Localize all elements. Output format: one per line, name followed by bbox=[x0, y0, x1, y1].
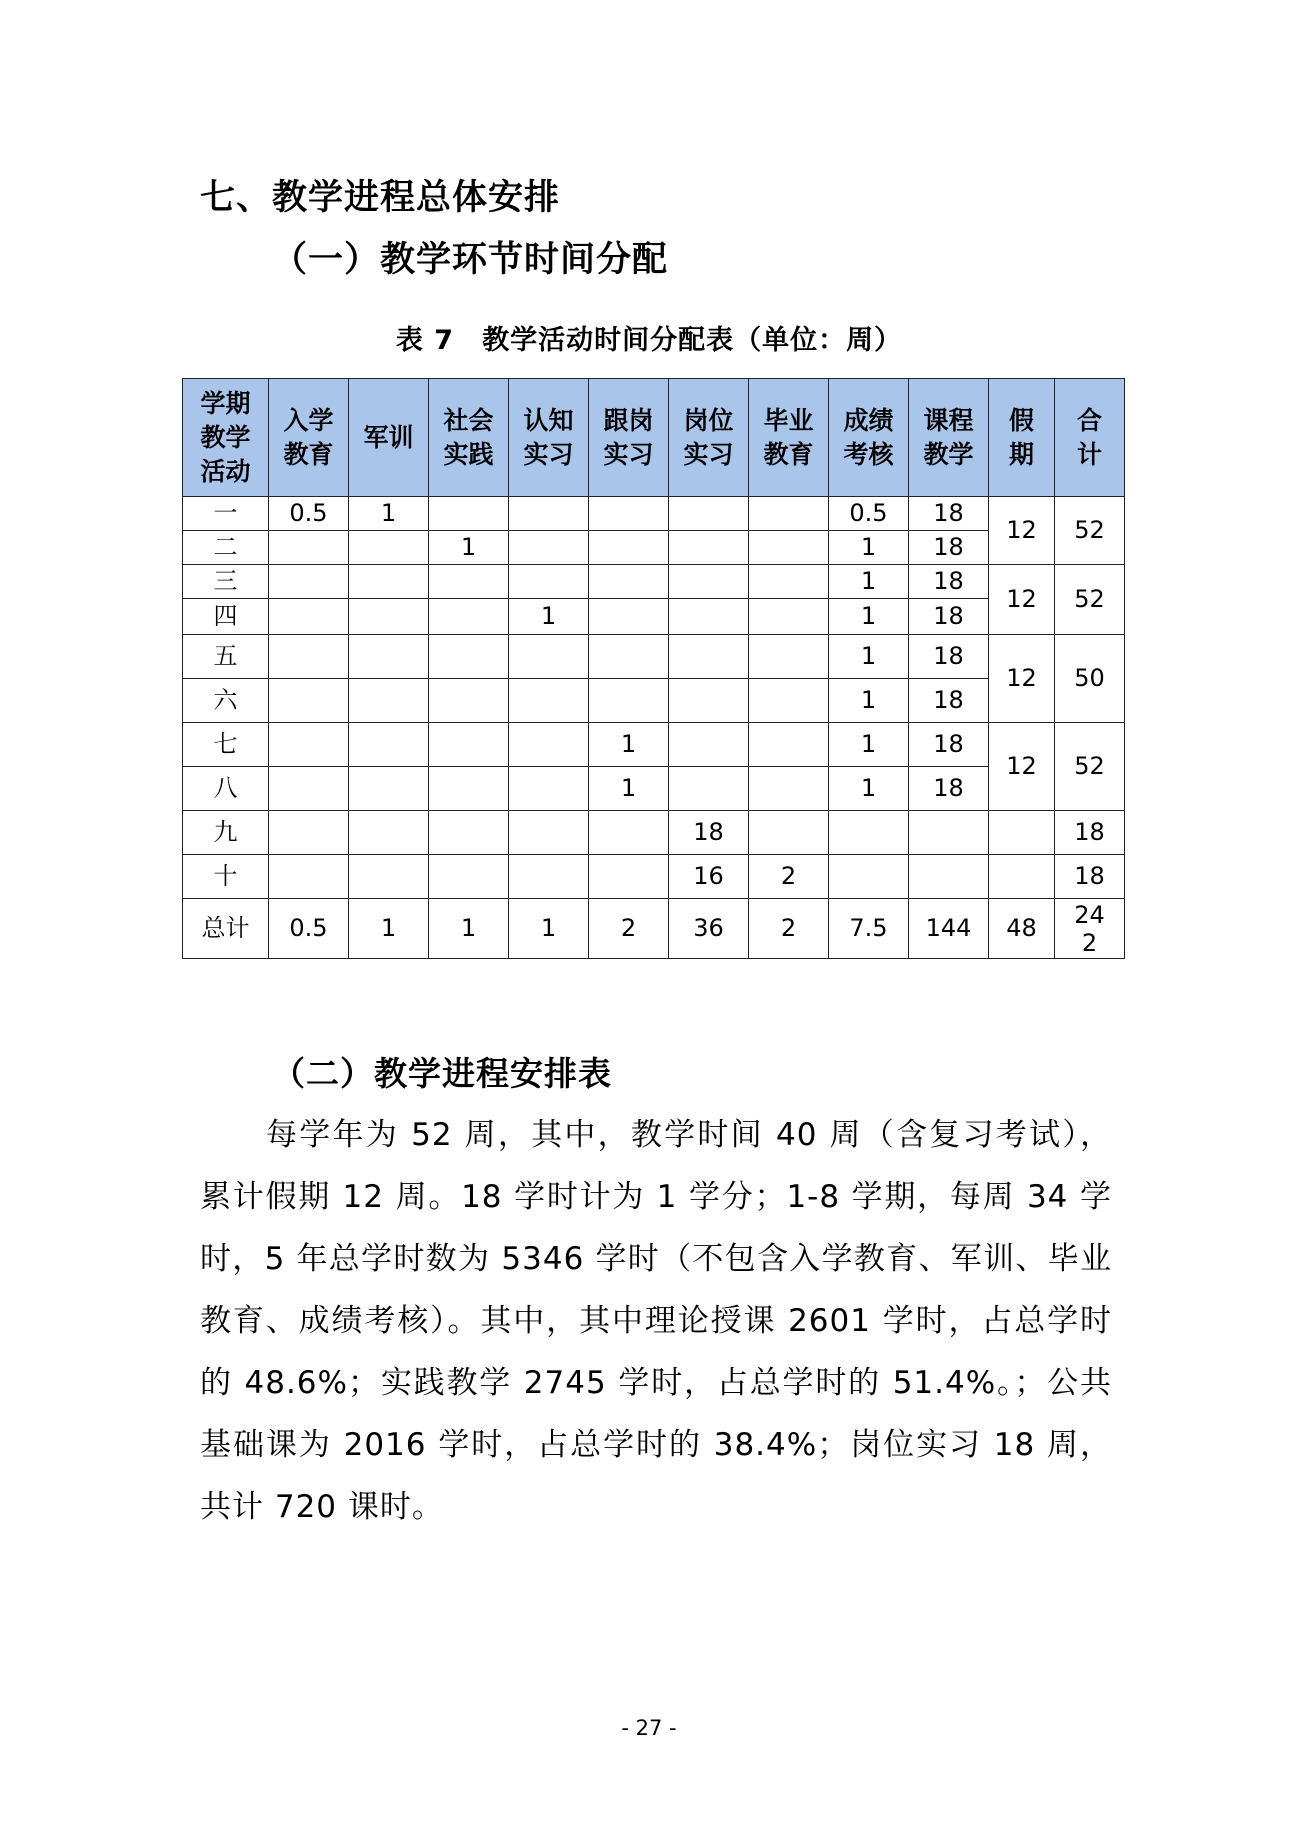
table-cell bbox=[269, 531, 349, 565]
total-cell: 1 bbox=[429, 899, 509, 959]
vacation-cell bbox=[989, 855, 1055, 899]
column-header: 认知 实习 bbox=[509, 379, 589, 497]
table-cell bbox=[589, 635, 669, 679]
table-cell bbox=[829, 811, 909, 855]
column-header: 军训 bbox=[349, 379, 429, 497]
table-row bbox=[183, 767, 1125, 811]
subsection-heading-time-allocation: （一）教学环节时间分配 bbox=[272, 240, 669, 280]
table-cell bbox=[349, 767, 429, 811]
activity-time-allocation-table bbox=[182, 378, 1125, 959]
term-total-cell: 18 bbox=[1055, 855, 1125, 899]
vacation-cell: 12 bbox=[989, 635, 1055, 723]
table-cell bbox=[269, 855, 349, 899]
table-cell: 1 bbox=[829, 531, 909, 565]
table-cell bbox=[269, 599, 349, 635]
vacation-cell: 12 bbox=[989, 497, 1055, 565]
table-cell bbox=[349, 811, 429, 855]
term-cell: 八 bbox=[183, 767, 269, 811]
table-cell bbox=[749, 531, 829, 565]
table-row bbox=[183, 723, 1125, 767]
table-cell: 0.5 bbox=[269, 497, 349, 531]
table-cell bbox=[749, 599, 829, 635]
table-cell: 18 bbox=[909, 767, 989, 811]
table-cell bbox=[509, 855, 589, 899]
table-cell: 18 bbox=[909, 531, 989, 565]
table-row bbox=[183, 497, 1125, 531]
table-cell bbox=[349, 565, 429, 599]
term-total-cell: 52 bbox=[1055, 723, 1125, 811]
column-header: 岗位 实习 bbox=[669, 379, 749, 497]
table-row bbox=[183, 599, 1125, 635]
table-cell: 1 bbox=[429, 531, 509, 565]
table-cell bbox=[829, 855, 909, 899]
table-cell bbox=[749, 811, 829, 855]
table-cell: 1 bbox=[829, 723, 909, 767]
total-cell: 48 bbox=[989, 899, 1055, 959]
table-cell bbox=[269, 565, 349, 599]
table-row bbox=[183, 635, 1125, 679]
table-cell bbox=[429, 497, 509, 531]
table-cell bbox=[589, 599, 669, 635]
total-cell: 0.5 bbox=[269, 899, 349, 959]
table-cell: 2 bbox=[749, 855, 829, 899]
table-cell bbox=[269, 723, 349, 767]
table-row bbox=[183, 855, 1125, 899]
table-cell bbox=[669, 497, 749, 531]
table-row bbox=[183, 565, 1125, 599]
table-cell bbox=[589, 679, 669, 723]
table-cell bbox=[749, 497, 829, 531]
column-header: 课程 教学 bbox=[909, 379, 989, 497]
vacation-cell: 12 bbox=[989, 723, 1055, 811]
table-cell bbox=[269, 635, 349, 679]
term-cell: 三 bbox=[183, 565, 269, 599]
table-cell bbox=[509, 811, 589, 855]
table-cell: 18 bbox=[909, 497, 989, 531]
table-cell bbox=[349, 531, 429, 565]
table-cell: 1 bbox=[589, 767, 669, 811]
table-cell: 1 bbox=[829, 767, 909, 811]
total-cell: 7.5 bbox=[829, 899, 909, 959]
table-cell bbox=[669, 599, 749, 635]
term-total-cell: 52 bbox=[1055, 565, 1125, 635]
table-cell bbox=[349, 723, 429, 767]
table-cell bbox=[669, 635, 749, 679]
table-cell: 1 bbox=[829, 565, 909, 599]
table-cell bbox=[509, 679, 589, 723]
column-header: 假 期 bbox=[989, 379, 1055, 497]
table-cell bbox=[589, 565, 669, 599]
table-cell bbox=[349, 855, 429, 899]
table-cell bbox=[349, 599, 429, 635]
table-cell: 1 bbox=[829, 679, 909, 723]
total-cell: 1 bbox=[509, 899, 589, 959]
table-cell bbox=[669, 531, 749, 565]
table-row bbox=[183, 679, 1125, 723]
table-cell: 18 bbox=[909, 723, 989, 767]
term-cell: 九 bbox=[183, 811, 269, 855]
term-cell: 一 bbox=[183, 497, 269, 531]
table-cell bbox=[509, 723, 589, 767]
term-cell: 二 bbox=[183, 531, 269, 565]
table-cell: 1 bbox=[349, 497, 429, 531]
table-cell bbox=[269, 811, 349, 855]
total-cell: 144 bbox=[909, 899, 989, 959]
term-cell: 六 bbox=[183, 679, 269, 723]
term-cell: 四 bbox=[183, 599, 269, 635]
table-cell: 18 bbox=[909, 565, 989, 599]
table-cell bbox=[589, 811, 669, 855]
table-row bbox=[183, 811, 1125, 855]
table-cell bbox=[269, 679, 349, 723]
table-cell bbox=[589, 855, 669, 899]
table-cell bbox=[509, 497, 589, 531]
corner-header: 学期 教学 活动 bbox=[183, 379, 269, 497]
grand-total-cell: 24 2 bbox=[1055, 899, 1125, 959]
column-header: 合 计 bbox=[1055, 379, 1125, 497]
vacation-cell bbox=[989, 811, 1055, 855]
total-cell: 36 bbox=[669, 899, 749, 959]
table-cell bbox=[509, 565, 589, 599]
table-cell bbox=[669, 565, 749, 599]
table-cell: 1 bbox=[829, 635, 909, 679]
column-header: 社会 实践 bbox=[429, 379, 509, 497]
term-cell: 七 bbox=[183, 723, 269, 767]
total-cell: 2 bbox=[589, 899, 669, 959]
table-cell bbox=[429, 679, 509, 723]
table-cell bbox=[749, 723, 829, 767]
table-cell bbox=[909, 855, 989, 899]
total-cell: 1 bbox=[349, 899, 429, 959]
table-caption: 表 7 教学活动时间分配表（单位：周） bbox=[395, 325, 903, 356]
column-header: 入学 教育 bbox=[269, 379, 349, 497]
term-total-cell: 52 bbox=[1055, 497, 1125, 565]
table-cell bbox=[509, 767, 589, 811]
table-cell bbox=[669, 679, 749, 723]
table-cell bbox=[429, 599, 509, 635]
column-header: 毕业 教育 bbox=[749, 379, 829, 497]
subsection-heading-schedule: （二）教学进程安排表 bbox=[272, 1054, 612, 1093]
vacation-cell: 12 bbox=[989, 565, 1055, 635]
table-cell bbox=[349, 635, 429, 679]
table-cell bbox=[429, 723, 509, 767]
table-cell bbox=[269, 767, 349, 811]
total-cell: 2 bbox=[749, 899, 829, 959]
table-cell: 18 bbox=[909, 679, 989, 723]
table-cell bbox=[749, 679, 829, 723]
column-header: 成绩 考核 bbox=[829, 379, 909, 497]
term-total-cell: 50 bbox=[1055, 635, 1125, 723]
table-cell bbox=[429, 811, 509, 855]
table-cell bbox=[429, 635, 509, 679]
page-number: - 27 - bbox=[621, 1716, 677, 1740]
table-cell: 1 bbox=[509, 599, 589, 635]
table-cell: 1 bbox=[829, 599, 909, 635]
table-cell bbox=[429, 565, 509, 599]
section-heading: 七、教学进程总体安排 bbox=[200, 178, 561, 218]
table-cell bbox=[749, 635, 829, 679]
term-total-cell: 18 bbox=[1055, 811, 1125, 855]
table-cell: 0.5 bbox=[829, 497, 909, 531]
schedule-paragraph: 每学年为 52 周，其中，教学时间 40 周（含复习考试），累计假期 12 周。18 学时计为 1 学分；1-8 学期，每周 34 学时，5 年总学时数为 5346 学时（不包含入学教育、军训、毕业教育、成绩考核）。其中，其中理论授课 2601 学时，占总学时的 48.6%；实践教学 2745 学时，占总学时的 51.4%。；公共基础课为 2016 学时，占总学时的 38.4%；岗位实习 18 周，共计 720 课时。 bbox=[200, 1117, 1112, 1525]
table-cell bbox=[429, 767, 509, 811]
table-cell bbox=[509, 531, 589, 565]
column-header: 跟岗 实习 bbox=[589, 379, 669, 497]
table-cell bbox=[589, 531, 669, 565]
table-cell bbox=[669, 723, 749, 767]
table-row bbox=[183, 531, 1125, 565]
table-header-row bbox=[183, 379, 1125, 497]
term-cell: 十 bbox=[183, 855, 269, 899]
table-cell bbox=[429, 855, 509, 899]
total-label: 总计 bbox=[183, 899, 269, 959]
term-cell: 五 bbox=[183, 635, 269, 679]
table-cell bbox=[669, 767, 749, 811]
table-cell bbox=[749, 565, 829, 599]
table-cell bbox=[509, 635, 589, 679]
table-cell: 16 bbox=[669, 855, 749, 899]
table-cell bbox=[349, 679, 429, 723]
total-row bbox=[183, 899, 1125, 959]
table-cell: 18 bbox=[909, 599, 989, 635]
table-cell: 18 bbox=[669, 811, 749, 855]
table-cell bbox=[749, 767, 829, 811]
table-cell: 18 bbox=[909, 635, 989, 679]
table-cell: 1 bbox=[589, 723, 669, 767]
table-cell bbox=[909, 811, 989, 855]
table-cell bbox=[589, 497, 669, 531]
